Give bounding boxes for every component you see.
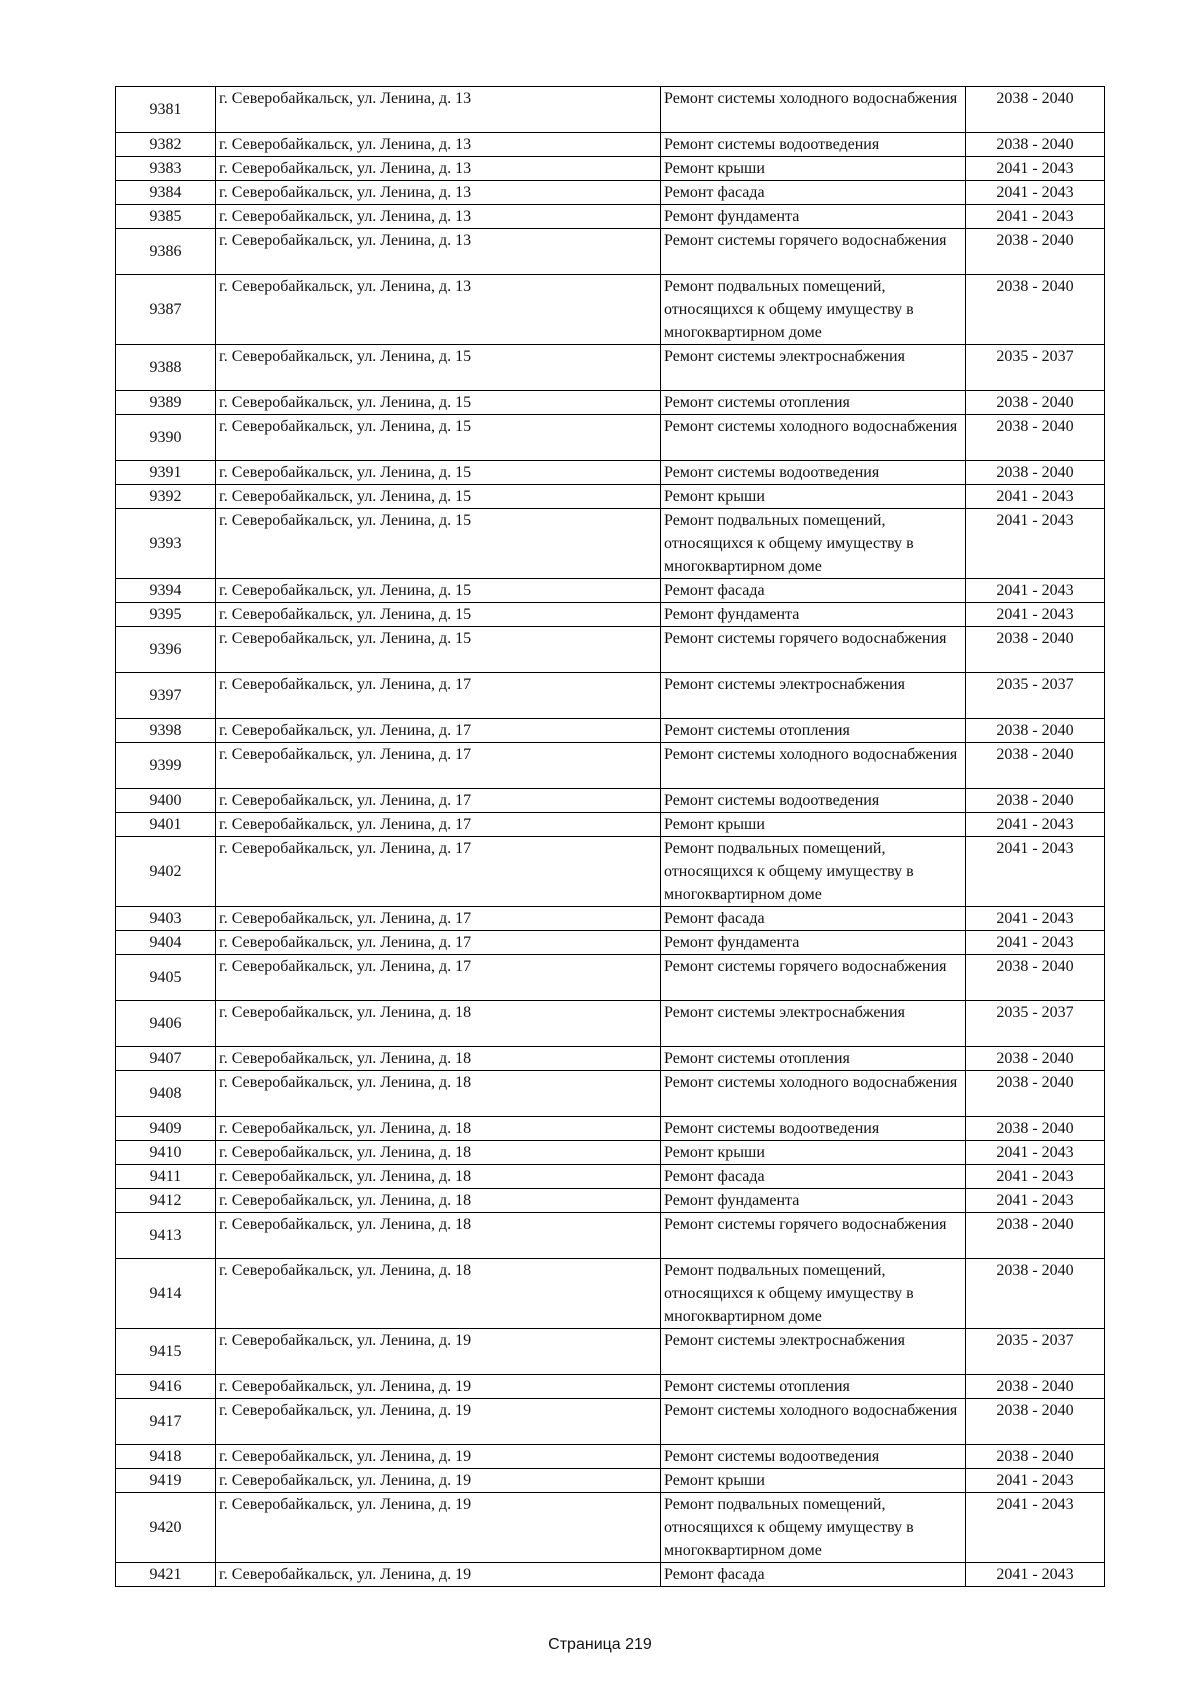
period-cell: 2038 - 2040 [966,1399,1105,1445]
row-number-cell: 9406 [116,1001,216,1047]
row-number-cell: 9396 [116,627,216,673]
work-type-cell: Ремонт подвальных помещений, относящихся к общему имуществу в многоквартирном доме [661,275,966,345]
work-type-cell: Ремонт системы холодного водоснабжения [661,1071,966,1117]
address-cell: г. Северобайкальск, ул. Ленина, д. 18 [216,1071,661,1117]
work-type-cell: Ремонт системы водоотведения [661,1445,966,1469]
address-cell: г. Северобайкальск, ул. Ленина, д. 18 [216,1117,661,1141]
table-row [116,673,1105,719]
period-cell: 2041 - 2043 [966,1165,1105,1189]
address-cell: г. Северобайкальск, ул. Ленина, д. 19 [216,1493,661,1563]
work-type-cell: Ремонт системы отопления [661,1047,966,1071]
address-cell: г. Северобайкальск, ул. Ленина, д. 15 [216,509,661,579]
table-row [116,157,1105,181]
address-cell: г. Северобайкальск, ул. Ленина, д. 13 [216,87,661,133]
period-cell: 2038 - 2040 [966,1071,1105,1117]
work-type-cell: Ремонт системы холодного водоснабжения [661,87,966,133]
period-cell: 2038 - 2040 [966,461,1105,485]
row-number-cell: 9404 [116,931,216,955]
row-number-cell: 9402 [116,837,216,907]
table-row [116,509,1105,579]
table-row [116,1445,1105,1469]
row-number-cell: 9400 [116,789,216,813]
work-type-cell: Ремонт системы отопления [661,391,966,415]
table-row [116,1259,1105,1329]
work-type-cell: Ремонт подвальных помещений, относящихся к общему имуществу в многоквартирном доме [661,509,966,579]
period-cell: 2041 - 2043 [966,1141,1105,1165]
table-row [116,931,1105,955]
period-cell: 2035 - 2037 [966,1001,1105,1047]
address-cell: г. Северобайкальск, ул. Ленина, д. 13 [216,205,661,229]
row-number-cell: 9397 [116,673,216,719]
row-number-cell: 9388 [116,345,216,391]
table-row [116,181,1105,205]
period-cell: 2038 - 2040 [966,415,1105,461]
work-type-cell: Ремонт фундамента [661,205,966,229]
work-type-cell: Ремонт подвальных помещений, относящихся к общему имуществу в многоквартирном доме [661,1493,966,1563]
row-number-cell: 9385 [116,205,216,229]
address-cell: г. Северобайкальск, ул. Ленина, д. 18 [216,1001,661,1047]
row-number-cell: 9413 [116,1213,216,1259]
row-number-cell: 9399 [116,743,216,789]
table-row [116,415,1105,461]
work-type-cell: Ремонт системы водоотведения [661,789,966,813]
period-cell: 2038 - 2040 [966,275,1105,345]
table-row [116,603,1105,627]
work-type-cell: Ремонт системы холодного водоснабжения [661,1399,966,1445]
period-cell: 2041 - 2043 [966,181,1105,205]
period-cell: 2038 - 2040 [966,627,1105,673]
work-type-cell: Ремонт подвальных помещений, относящихся к общему имуществу в многоквартирном доме [661,837,966,907]
address-cell: г. Северобайкальск, ул. Ленина, д. 17 [216,837,661,907]
period-cell: 2041 - 2043 [966,579,1105,603]
table-row [116,907,1105,931]
work-type-cell: Ремонт подвальных помещений, относящихся к общему имуществу в многоквартирном доме [661,1259,966,1329]
address-cell: г. Северобайкальск, ул. Ленина, д. 19 [216,1375,661,1399]
row-number-cell: 9386 [116,229,216,275]
address-cell: г. Северобайкальск, ул. Ленина, д. 17 [216,907,661,931]
period-cell: 2038 - 2040 [966,87,1105,133]
address-cell: г. Северобайкальск, ул. Ленина, д. 18 [216,1189,661,1213]
table-row [116,205,1105,229]
table-row [116,627,1105,673]
table-row [116,813,1105,837]
table-row [116,719,1105,743]
address-cell: г. Северобайкальск, ул. Ленина, д. 19 [216,1445,661,1469]
period-cell: 2038 - 2040 [966,1259,1105,1329]
work-type-cell: Ремонт крыши [661,1469,966,1493]
work-type-cell: Ремонт системы отопления [661,1375,966,1399]
row-number-cell: 9392 [116,485,216,509]
row-number-cell: 9398 [116,719,216,743]
table-row [116,1399,1105,1445]
period-cell: 2035 - 2037 [966,1329,1105,1375]
table-row [116,1047,1105,1071]
address-cell: г. Северобайкальск, ул. Ленина, д. 18 [216,1141,661,1165]
period-cell: 2038 - 2040 [966,955,1105,1001]
address-cell: г. Северобайкальск, ул. Ленина, д. 17 [216,719,661,743]
period-cell: 2035 - 2037 [966,345,1105,391]
row-number-cell: 9394 [116,579,216,603]
table-row [116,1117,1105,1141]
row-number-cell: 9417 [116,1399,216,1445]
row-number-cell: 9420 [116,1493,216,1563]
work-type-cell: Ремонт системы холодного водоснабжения [661,415,966,461]
row-number-cell: 9405 [116,955,216,1001]
period-cell: 2041 - 2043 [966,603,1105,627]
period-cell: 2041 - 2043 [966,1469,1105,1493]
period-cell: 2038 - 2040 [966,1213,1105,1259]
address-cell: г. Северобайкальск, ул. Ленина, д. 19 [216,1399,661,1445]
work-type-cell: Ремонт системы холодного водоснабжения [661,743,966,789]
table-row [116,391,1105,415]
table-row [116,955,1105,1001]
work-type-cell: Ремонт фасада [661,1563,966,1587]
work-type-cell: Ремонт крыши [661,157,966,181]
address-cell: г. Северобайкальск, ул. Ленина, д. 15 [216,579,661,603]
row-number-cell: 9401 [116,813,216,837]
work-type-cell: Ремонт крыши [661,1141,966,1165]
address-cell: г. Северобайкальск, ул. Ленина, д. 15 [216,345,661,391]
period-cell: 2038 - 2040 [966,391,1105,415]
period-cell: 2041 - 2043 [966,1189,1105,1213]
period-cell: 2041 - 2043 [966,205,1105,229]
period-cell: 2038 - 2040 [966,743,1105,789]
address-cell: г. Северобайкальск, ул. Ленина, д. 13 [216,229,661,275]
row-number-cell: 9410 [116,1141,216,1165]
work-type-cell: Ремонт системы водоотведения [661,133,966,157]
work-type-cell: Ремонт фасада [661,907,966,931]
work-type-cell: Ремонт крыши [661,485,966,509]
row-number-cell: 9414 [116,1259,216,1329]
address-cell: г. Северобайкальск, ул. Ленина, д. 15 [216,627,661,673]
address-cell: г. Северобайкальск, ул. Ленина, д. 19 [216,1563,661,1587]
row-number-cell: 9393 [116,509,216,579]
table-row [116,789,1105,813]
table-row [116,461,1105,485]
address-cell: г. Северобайкальск, ул. Ленина, д. 13 [216,133,661,157]
table-row [116,1469,1105,1493]
table-row [116,1493,1105,1563]
period-cell: 2041 - 2043 [966,907,1105,931]
table-row [116,1213,1105,1259]
period-cell: 2041 - 2043 [966,509,1105,579]
address-cell: г. Северобайкальск, ул. Ленина, д. 17 [216,743,661,789]
address-cell: г. Северобайкальск, ул. Ленина, д. 18 [216,1213,661,1259]
row-number-cell: 9381 [116,87,216,133]
row-number-cell: 9419 [116,1469,216,1493]
work-type-cell: Ремонт системы водоотведения [661,461,966,485]
repair-schedule-table-wrapper [115,86,1104,1587]
table-row [116,1189,1105,1213]
row-number-cell: 9416 [116,1375,216,1399]
period-cell: 2041 - 2043 [966,1493,1105,1563]
work-type-cell: Ремонт фундамента [661,931,966,955]
work-type-cell: Ремонт системы электроснабжения [661,345,966,391]
address-cell: г. Северобайкальск, ул. Ленина, д. 13 [216,275,661,345]
repair-schedule-table [115,86,1105,1587]
row-number-cell: 9390 [116,415,216,461]
row-number-cell: 9411 [116,1165,216,1189]
table-row [116,1001,1105,1047]
work-type-cell: Ремонт системы горячего водоснабжения [661,1213,966,1259]
period-cell: 2041 - 2043 [966,837,1105,907]
row-number-cell: 9384 [116,181,216,205]
period-cell: 2038 - 2040 [966,789,1105,813]
row-number-cell: 9409 [116,1117,216,1141]
address-cell: г. Северобайкальск, ул. Ленина, д. 18 [216,1165,661,1189]
page-number: Страница 219 [548,1636,652,1653]
work-type-cell: Ремонт системы электроснабжения [661,673,966,719]
address-cell: г. Северобайкальск, ул. Ленина, д. 18 [216,1047,661,1071]
table-row [116,229,1105,275]
row-number-cell: 9382 [116,133,216,157]
work-type-cell: Ремонт системы электроснабжения [661,1001,966,1047]
address-cell: г. Северобайкальск, ул. Ленина, д. 17 [216,789,661,813]
table-row [116,579,1105,603]
row-number-cell: 9407 [116,1047,216,1071]
row-number-cell: 9391 [116,461,216,485]
work-type-cell: Ремонт фасада [661,181,966,205]
address-cell: г. Северобайкальск, ул. Ленина, д. 17 [216,955,661,1001]
table-row [116,1375,1105,1399]
period-cell: 2038 - 2040 [966,1375,1105,1399]
address-cell: г. Северобайкальск, ул. Ленина, д. 13 [216,157,661,181]
work-type-cell: Ремонт системы горячего водоснабжения [661,955,966,1001]
table-row [116,275,1105,345]
table-row [116,743,1105,789]
address-cell: г. Северобайкальск, ул. Ленина, д. 15 [216,415,661,461]
period-cell: 2038 - 2040 [966,1117,1105,1141]
period-cell: 2041 - 2043 [966,813,1105,837]
row-number-cell: 9383 [116,157,216,181]
work-type-cell: Ремонт системы отопления [661,719,966,743]
table-row [116,1165,1105,1189]
address-cell: г. Северобайкальск, ул. Ленина, д. 19 [216,1469,661,1493]
work-type-cell: Ремонт фасада [661,579,966,603]
work-type-cell: Ремонт фундамента [661,603,966,627]
row-number-cell: 9415 [116,1329,216,1375]
period-cell: 2041 - 2043 [966,931,1105,955]
period-cell: 2038 - 2040 [966,1445,1105,1469]
address-cell: г. Северобайкальск, ул. Ленина, д. 15 [216,461,661,485]
row-number-cell: 9408 [116,1071,216,1117]
row-number-cell: 9389 [116,391,216,415]
table-row [116,1329,1105,1375]
address-cell: г. Северобайкальск, ул. Ленина, д. 19 [216,1329,661,1375]
row-number-cell: 9395 [116,603,216,627]
address-cell: г. Северобайкальск, ул. Ленина, д. 17 [216,813,661,837]
row-number-cell: 9387 [116,275,216,345]
row-number-cell: 9418 [116,1445,216,1469]
period-cell: 2038 - 2040 [966,229,1105,275]
period-cell: 2041 - 2043 [966,1563,1105,1587]
address-cell: г. Северобайкальск, ул. Ленина, д. 17 [216,931,661,955]
row-number-cell: 9421 [116,1563,216,1587]
table-row [116,1141,1105,1165]
table-row [116,485,1105,509]
work-type-cell: Ремонт системы электроснабжения [661,1329,966,1375]
table-row [116,1563,1105,1587]
work-type-cell: Ремонт крыши [661,813,966,837]
period-cell: 2041 - 2043 [966,485,1105,509]
table-row [116,133,1105,157]
table-row [116,1071,1105,1117]
work-type-cell: Ремонт системы водоотведения [661,1117,966,1141]
work-type-cell: Ремонт фасада [661,1165,966,1189]
table-row [116,345,1105,391]
table-body [116,87,1105,1587]
row-number-cell: 9412 [116,1189,216,1213]
period-cell: 2035 - 2037 [966,673,1105,719]
table-row [116,87,1105,133]
address-cell: г. Северобайкальск, ул. Ленина, д. 17 [216,673,661,719]
period-cell: 2041 - 2043 [966,157,1105,181]
address-cell: г. Северобайкальск, ул. Ленина, д. 15 [216,391,661,415]
table-row [116,837,1105,907]
period-cell: 2038 - 2040 [966,133,1105,157]
period-cell: 2038 - 2040 [966,1047,1105,1071]
address-cell: г. Северобайкальск, ул. Ленина, д. 18 [216,1259,661,1329]
address-cell: г. Северобайкальск, ул. Ленина, д. 15 [216,603,661,627]
address-cell: г. Северобайкальск, ул. Ленина, д. 13 [216,181,661,205]
address-cell: г. Северобайкальск, ул. Ленина, д. 15 [216,485,661,509]
row-number-cell: 9403 [116,907,216,931]
work-type-cell: Ремонт системы горячего водоснабжения [661,229,966,275]
work-type-cell: Ремонт фундамента [661,1189,966,1213]
work-type-cell: Ремонт системы горячего водоснабжения [661,627,966,673]
period-cell: 2038 - 2040 [966,719,1105,743]
